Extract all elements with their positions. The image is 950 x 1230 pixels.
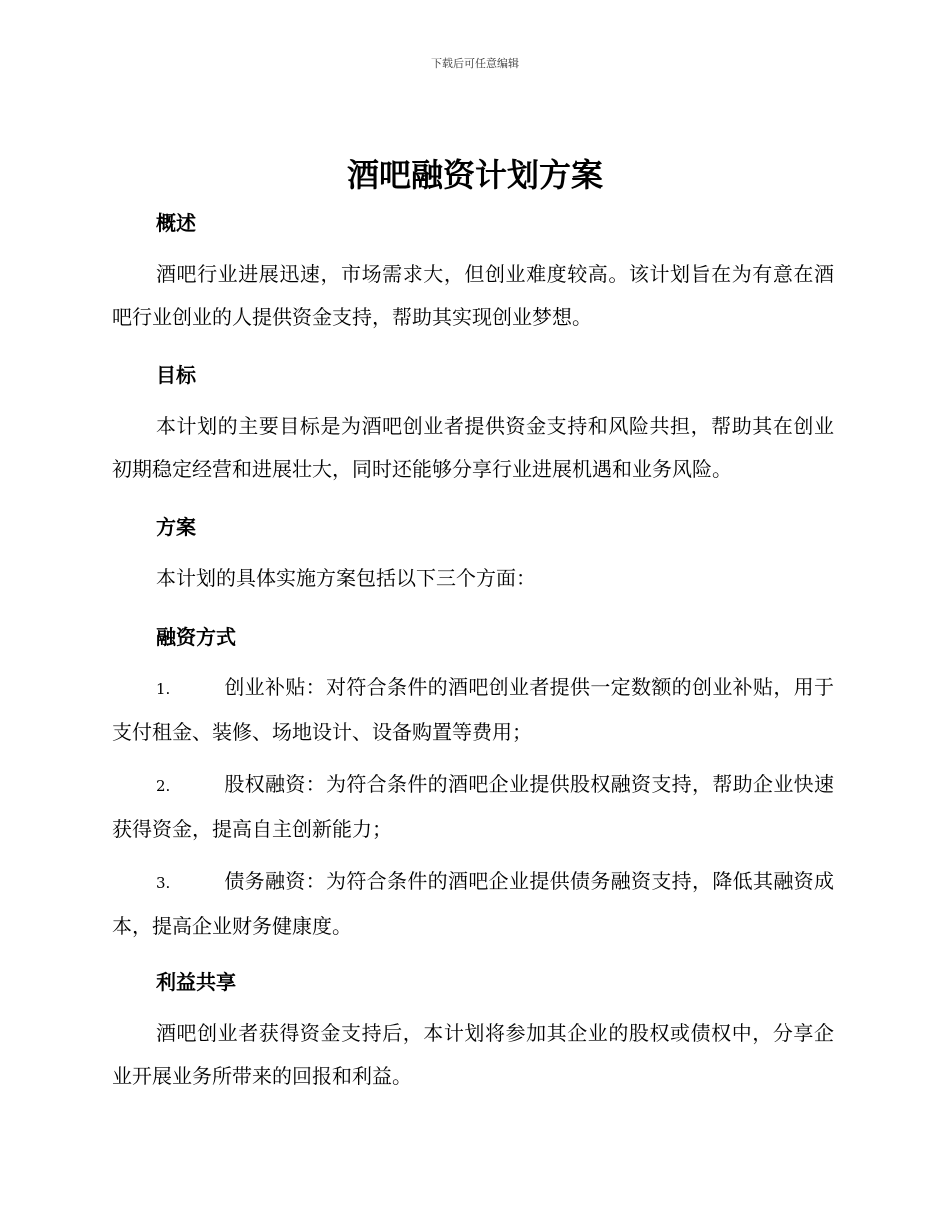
header-note: 下载后可任意编辑 [431,57,519,70]
paragraph-goal: 本计划的主要目标是为酒吧创业者提供资金支持和风险共担，帮助其在创业初期稳定经营和进展壮大，同时还能够分享行业进展机遇和业务风险。 [112,414,834,481]
list-item [112,860,834,948]
list-item-number: 2. [156,777,171,795]
document-title: 酒吧融资计划方案 [346,156,603,194]
heading-financing: 融资方式 [156,625,236,649]
heading-overview: 概述 [156,211,196,235]
list-item-text: 债务融资：为符合条件的酒吧企业提供债务融资支持，降低其融资成本，提高企业财务健康度。 [112,869,834,938]
heading-goal: 目标 [156,363,196,387]
list-item [112,666,834,754]
list-item-text: 股权融资：为符合条件的酒吧企业提供股权融资支持，帮助企业快速获得资金，提高自主创新能力； [112,772,834,841]
list-item-number: 1. [156,680,171,698]
list-item-text: 创业补贴：对符合条件的酒吧创业者提供一定数额的创业补贴，用于支付租金、装修、场地设计、设备购置等费用； [112,675,834,744]
paragraph-overview: 酒吧行业进展迅速，市场需求大，但创业难度较高。该计划旨在为有意在酒吧行业创业的人提供资金支持，帮助其实现创业梦想。 [112,262,834,329]
list-item-number: 3. [156,874,171,892]
heading-profit: 利益共享 [156,970,236,994]
paragraph-profit: 酒吧创业者获得资金支持后，本计划将参加其企业的股权或债权中，分享企业开展业务所带来的回报和利益。 [112,1021,834,1088]
list-item [112,763,834,851]
heading-plan: 方案 [156,515,196,539]
paragraph-plan: 本计划的具体实施方案包括以下三个方面： [156,566,536,590]
